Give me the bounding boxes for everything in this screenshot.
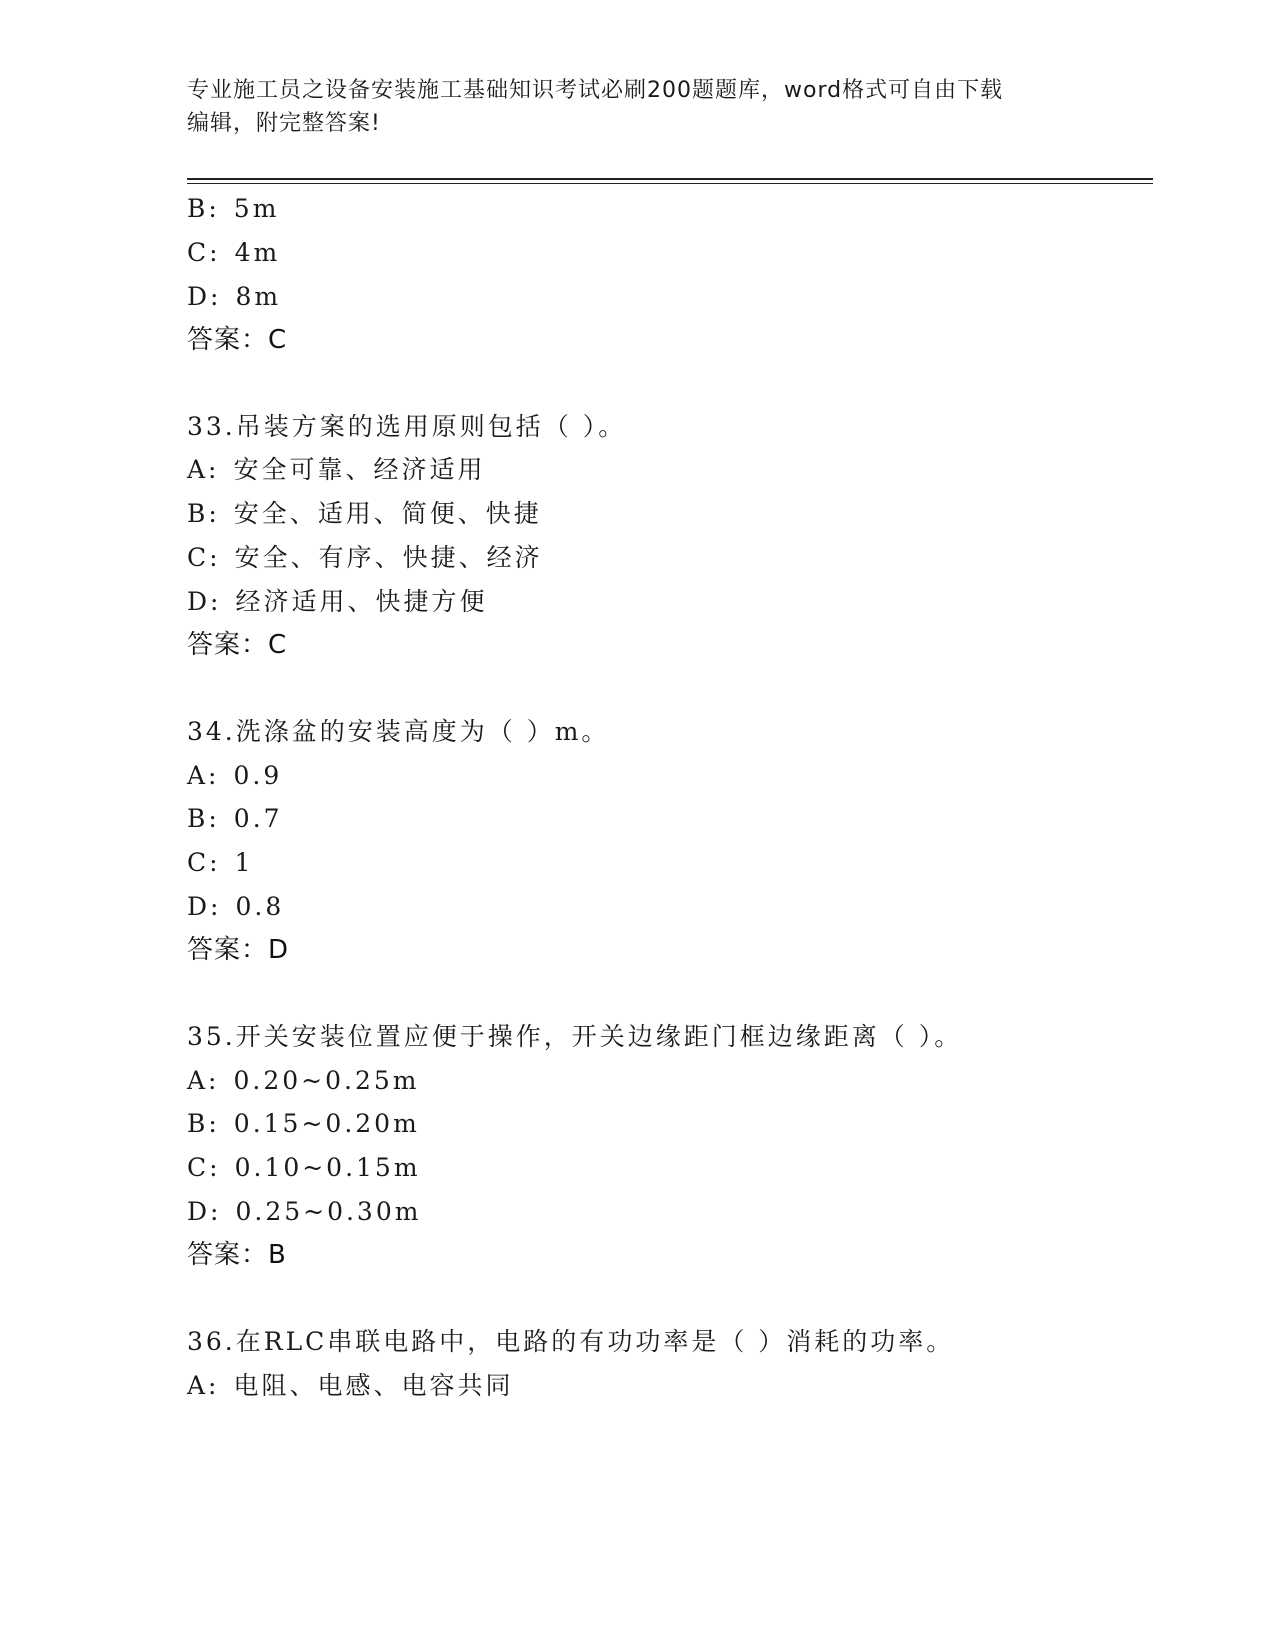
option-letter: C: (187, 848, 221, 877)
option-text: 安全、适用、简便、快捷 (233, 499, 542, 528)
q34-stem: 34.洗涤盆的安装高度为（ ）m。 (187, 717, 610, 746)
option-text: 经济适用、快捷方便 (235, 587, 488, 616)
q33-option-c (187, 542, 543, 574)
option-text: 1 (234, 848, 254, 877)
q35-answer: 答案：B (187, 1240, 287, 1270)
q35-stem: 35.开关安装位置应便于操作，开关边缘距门框边缘距离（ ）。 (187, 1022, 963, 1051)
q35-option-c (187, 1152, 421, 1184)
option-letter: B: (187, 804, 220, 833)
option-letter: D: (187, 587, 222, 616)
header-line-2: 编辑，附完整答案! (187, 111, 381, 136)
option-letter: A: (187, 1066, 220, 1095)
q34-option-a (187, 760, 282, 792)
option-text: 5m (233, 194, 280, 223)
option-letter: C: (187, 1153, 221, 1182)
option-text: 0.15~0.20m (233, 1109, 420, 1138)
option-letter: B: (187, 194, 220, 223)
header-line-1: 专业施工员之设备安装施工基础知识考试必刷200题题库，word格式可自由下载 (187, 78, 1004, 103)
option-letter: D: (187, 282, 222, 311)
option-text: 安全可靠、经济适用 (233, 455, 486, 484)
option-text: 8m (235, 282, 282, 311)
option-letter: A: (187, 1371, 220, 1400)
q33-option-b (187, 498, 542, 530)
option-text: 0.20~0.25m (233, 1066, 420, 1095)
q36-option-a (187, 1370, 514, 1402)
prev-answer: 答案：C (187, 325, 288, 355)
q35-option-a (187, 1065, 419, 1097)
q34-option-c (187, 847, 253, 879)
option-text: 0.8 (235, 892, 285, 921)
option-text: 安全、有序、快捷、经济 (234, 543, 543, 572)
option-text: 0.9 (233, 761, 283, 790)
q35-option-b (187, 1108, 420, 1140)
q34-answer: 答案：D (187, 935, 290, 965)
header-rule-thick (187, 178, 1153, 180)
option-letter: C: (187, 238, 221, 267)
q34-option-d (187, 891, 284, 923)
option-letter: D: (187, 892, 222, 921)
option-letter: A: (187, 455, 220, 484)
q35-option-d (187, 1196, 421, 1228)
q33-option-d (187, 586, 487, 618)
q33-answer: 答案：C (187, 630, 288, 660)
option-letter: D: (187, 1197, 222, 1226)
q36-stem: 36.在RLC串联电路中，电路的有功功率是（ ）消耗的功率。 (187, 1327, 955, 1356)
option-text: 电阻、电感、电容共同 (233, 1371, 514, 1400)
option-text: 0.25~0.30m (235, 1197, 422, 1226)
option-text: 0.10~0.15m (234, 1153, 421, 1182)
prev-option-d (187, 281, 281, 313)
prev-option-b (187, 193, 279, 225)
header-rule-thin (187, 183, 1153, 184)
option-letter: B: (187, 499, 220, 528)
q33-option-a (187, 454, 486, 486)
prev-option-c (187, 237, 280, 269)
option-letter: C: (187, 543, 221, 572)
option-text: 4m (234, 238, 281, 267)
q33-stem: 33.吊装方案的选用原则包括（ ）。 (187, 412, 627, 441)
q34-option-b (187, 803, 283, 835)
option-letter: B: (187, 1109, 220, 1138)
option-letter: A: (187, 761, 220, 790)
option-text: 0.7 (233, 804, 283, 833)
document-header (187, 74, 1087, 140)
